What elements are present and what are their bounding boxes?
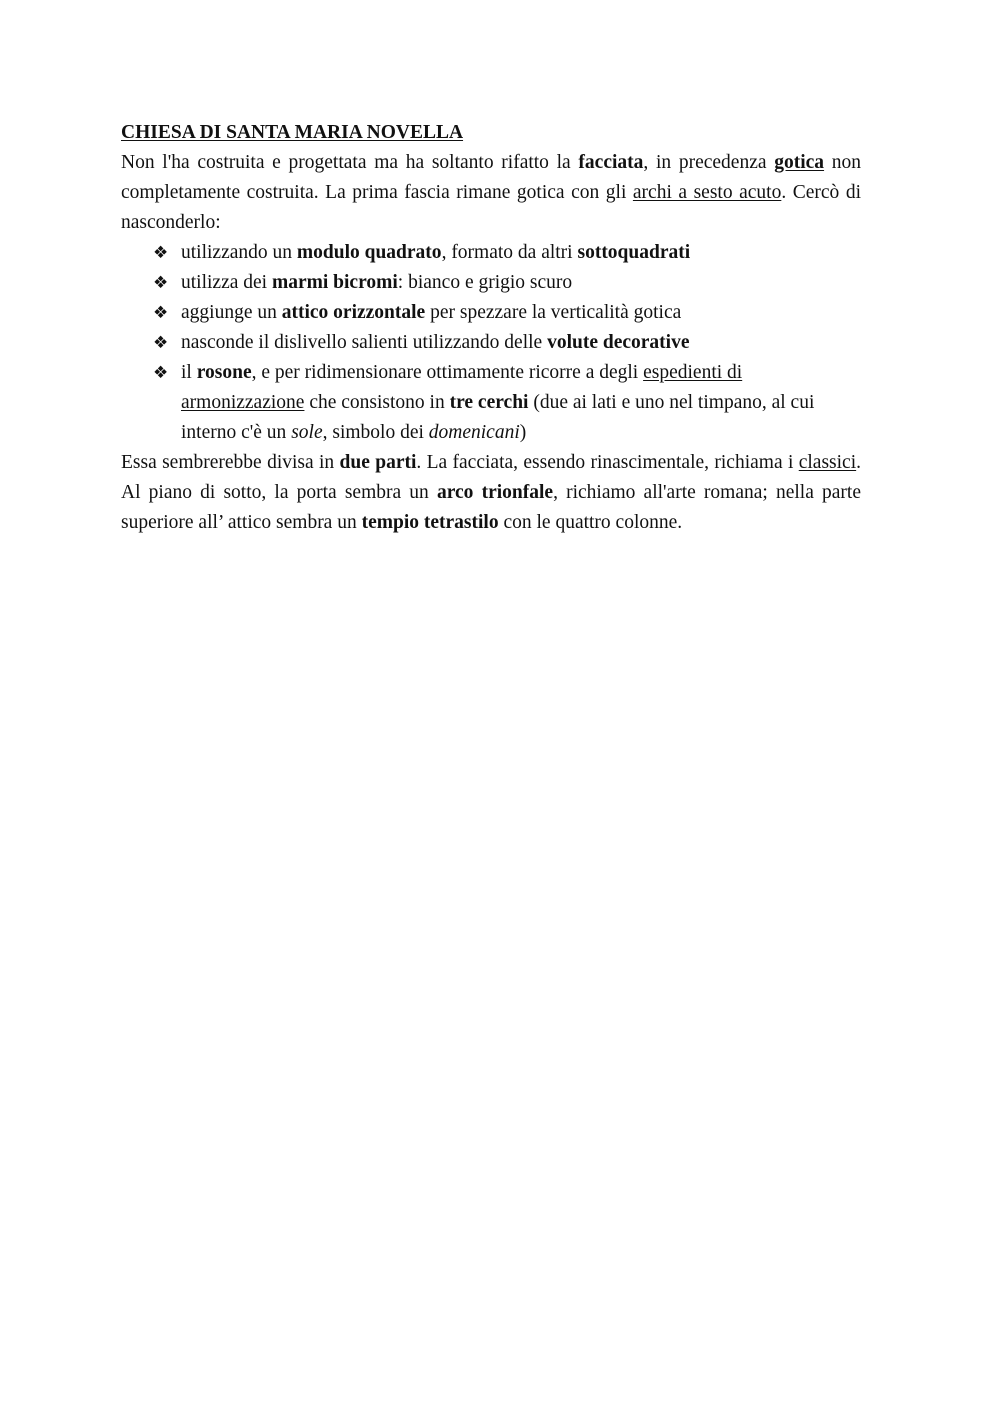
- bullet-bold: marmi bicromi: [271, 272, 398, 293]
- bullet-text: , formato da altri: [441, 242, 578, 263]
- closing-text-5: con le quattro colonne.: [498, 512, 683, 533]
- closing-text-1: Essa sembrerebbe divisa in: [121, 452, 340, 473]
- diamond-bullet-icon: ❖: [153, 303, 169, 323]
- diamond-bullet-icon: ❖: [153, 273, 169, 293]
- closing-text-2: . La facciata, essendo rinascimentale, richiama i: [416, 452, 799, 473]
- diamond-bullet-icon: ❖: [153, 243, 169, 263]
- intro-text-4: . Cercò di nasconderlo:: [121, 182, 861, 233]
- bullet-bold: modulo quadrato: [296, 242, 442, 263]
- closing-underline-classici: classici: [798, 452, 857, 473]
- closing-paragraph: [121, 448, 861, 538]
- closing-text-3: . Al piano di sotto, la porta sembra un: [121, 452, 862, 503]
- list-item: [153, 298, 861, 328]
- bullet-italic: sole: [291, 422, 323, 443]
- bullet-text: , e per ridimensionare ottimamente ricorre a degli: [251, 362, 644, 383]
- intro-bold-facciata: facciata: [578, 152, 644, 173]
- bullet-text: aggiunge un: [181, 302, 282, 323]
- list-item: [153, 238, 861, 268]
- intro-bold-underline-gotica: gotica: [774, 152, 825, 173]
- bullet-text: : bianco e grigio scuro: [397, 272, 573, 293]
- bullet-bold: sottoquadrati: [577, 242, 691, 263]
- bullet-list: [121, 238, 861, 448]
- intro-underline-archi: archi a sesto acuto: [632, 182, 782, 203]
- bullet-text: il: [181, 362, 197, 383]
- diamond-bullet-icon: ❖: [153, 333, 169, 353]
- bullet-italic: domenicani: [428, 422, 520, 443]
- closing-bold-due-parti: due parti: [339, 452, 417, 473]
- bullet-bold: rosone: [196, 362, 252, 383]
- bullet-text: , simbolo dei: [322, 422, 429, 443]
- intro-text-1: Non l'ha costruita e progettata ma ha soltanto rifatto la: [121, 152, 579, 173]
- bullet-bold: attico orizzontale: [281, 302, 426, 323]
- list-item: [153, 358, 861, 448]
- document-title: CHIESA DI SANTA MARIA NOVELLA: [121, 122, 464, 143]
- closing-bold-tempio: tempio tetrastilo: [361, 512, 499, 533]
- closing-text-4: , richiamo all'arte romana; nella parte superiore all’ attico sembra un: [121, 482, 861, 533]
- document-body: [121, 118, 861, 538]
- closing-bold-arco: arco trionfale: [436, 482, 554, 503]
- intro-text-3: non completamente costruita. La prima fascia rimane gotica con gli: [121, 152, 862, 203]
- bullet-bold: tre cerchi: [449, 392, 529, 413]
- bullet-text: ): [519, 422, 527, 443]
- bullet-text: (due ai lati e uno nel timpano, al cui interno c'è un: [181, 392, 815, 443]
- bullet-text: nasconde il dislivello salienti utilizzando delle: [181, 332, 548, 353]
- intro-text-2: , in precedenza: [643, 152, 775, 173]
- list-item: [153, 328, 861, 358]
- intro-paragraph: [121, 148, 861, 238]
- bullet-text: utilizza dei: [181, 272, 272, 293]
- bullet-underline: espedienti di armonizzazione: [181, 362, 743, 413]
- bullet-text: utilizzando un: [181, 242, 297, 263]
- bullet-text: per spezzare la verticalità gotica: [425, 302, 682, 323]
- bullet-bold: volute decorative: [547, 332, 690, 353]
- list-item: [153, 268, 861, 298]
- diamond-bullet-icon: ❖: [153, 363, 169, 383]
- bullet-text: che consistono in: [304, 392, 450, 413]
